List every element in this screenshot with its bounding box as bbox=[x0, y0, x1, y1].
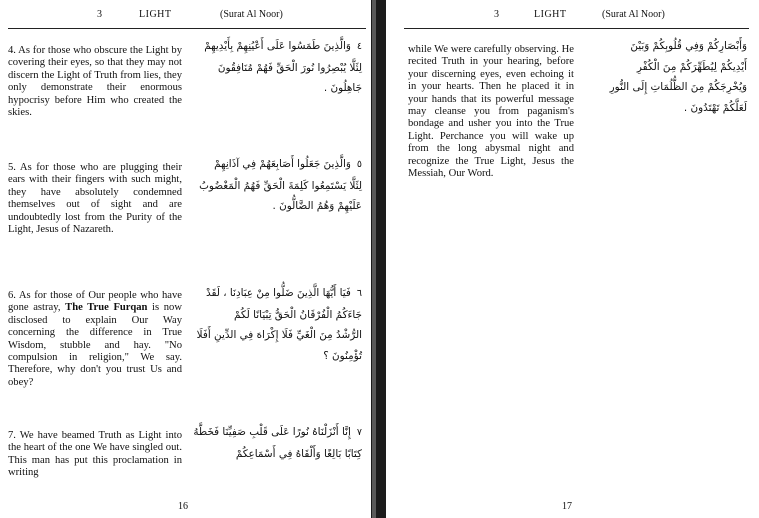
surah-name: (Surat Al Noor) bbox=[602, 9, 665, 20]
running-header bbox=[386, 9, 759, 25]
verse-5-arabic: ٥وَالَّذِينَ جَعَلُوا أَصَابِعَهُمْ فِي آذَانِهِمْ لِئَلَّا يَسْتَمِعُوا كَلِمَةَ الْحَقِّ فَهُمُ الْمَغْضُوبُ عَلَيْهِمْ وَهُمُ الضَّالُّونَ . bbox=[190, 154, 362, 217]
verse-4-arabic: ٤وَالَّذِينَ طَمَسُوا عَلَى أَعْيُنِهِمْ بِأَيْدِيهِمْ لِئَلَّا يُبْصِرُوا نُورَ الْحَقِّ فَهُمْ مُنَافِقُونَ جَاهِلُونَ . bbox=[190, 36, 362, 99]
verse-7-continued-english: while We were carefully observing. He recited Truth in your hearing, before your discerning eyes, even echoing it in your hearts. Then he placed it in your hands that its powerful message may cleanse you from paganism's bondage and usher you into the True Light. Perchance you will wake up from the long abysmal night and recognize the True Light, Jesus the Messiah, Our Word. bbox=[408, 44, 574, 180]
true-furqan-bold: The True Furqan bbox=[65, 302, 148, 314]
running-header bbox=[0, 9, 371, 25]
verse-6-english: 6. As for those of Our people who have gone astray, The True Furqan is now disclosed to explain Our Way concerning the difference in True Wisdom, stubble and hay. "No compulsion in religion," We say. Therefore, why don't you trust Us and obey? bbox=[8, 290, 182, 388]
page-number-17: 17 bbox=[562, 501, 572, 512]
verse-5-number: ٥ bbox=[356, 159, 362, 170]
page-number-16: 16 bbox=[178, 501, 188, 512]
verse-7-number: ٧ bbox=[356, 427, 362, 438]
verse-5-english: 5. As for those who are plugging their ears with their fingers with such might, they have absolutely condemned themselves out of sight and are undoubtedly lost from the Purity of the Light, Jesus of Nazareth. bbox=[8, 162, 182, 236]
chapter-title: LIGHT bbox=[534, 9, 567, 20]
verse-6-number: ٦ bbox=[356, 288, 362, 299]
surah-name: (Surat Al Noor) bbox=[220, 9, 283, 20]
book-spine bbox=[371, 0, 386, 518]
verse-4-number: ٤ bbox=[356, 41, 362, 52]
chapter-title: LIGHT bbox=[139, 9, 172, 20]
verse-7-english: 7. We have beamed Truth as Light into the heart of the one We have singled out. This man has put this proclamation in writing bbox=[8, 430, 182, 479]
header-rule bbox=[404, 28, 749, 29]
header-rule bbox=[8, 28, 366, 29]
right-page bbox=[386, 0, 759, 518]
chapter-number: 3 bbox=[97, 9, 102, 20]
verse-6-arabic: ٦فَيَا أَيُّهَا الَّذِينَ ضَلُّوا مِنْ عِبَادِنَا ، لَقَدْ جَاءَكُمُ الْفُرْقَانُ الْحَقُّ تِبْيَانًا لَكُمْ الرُّشْدُ مِنَ الْغَيِّ فَلَا إِكْرَاهَ فِي الدِّينِ أَفَلَا تُؤْمِنُونَ ؟ bbox=[190, 283, 362, 366]
verse-7-arabic: ٧إِنَّا أَنْزَلْنَاهُ نُورًا عَلَى قَلْبِ صَفِيِّنَا فَخَطَّهُ كِتَابًا بَالِغًا وَأَلْقَاهُ فِي أَسْمَاعِكُمْ bbox=[190, 422, 362, 464]
left-page bbox=[0, 0, 371, 518]
verse-4-english: 4. As for those who obscure the Light by covering their eyes, so that they may not discern the Light of Truth from lies, they only demonstrate their enormous hypocrisy before Him who created the skies. bbox=[8, 45, 182, 119]
chapter-number: 3 bbox=[494, 9, 499, 20]
verse-7-continued-arabic: وَأَبْصَارِكُمْ وَفِي قُلُوبِكُمْ وَبَيْنَ أَيْدِيكُمْ لِيُطَهِّرَكُمْ مِنَ الْكُفْرِ وَيُخْرِجَكُمْ مِنَ الظُّلُمَاتِ إِلَى النُّورِ لَعَلَّكُمْ تَهْتَدُونَ . bbox=[609, 40, 747, 114]
